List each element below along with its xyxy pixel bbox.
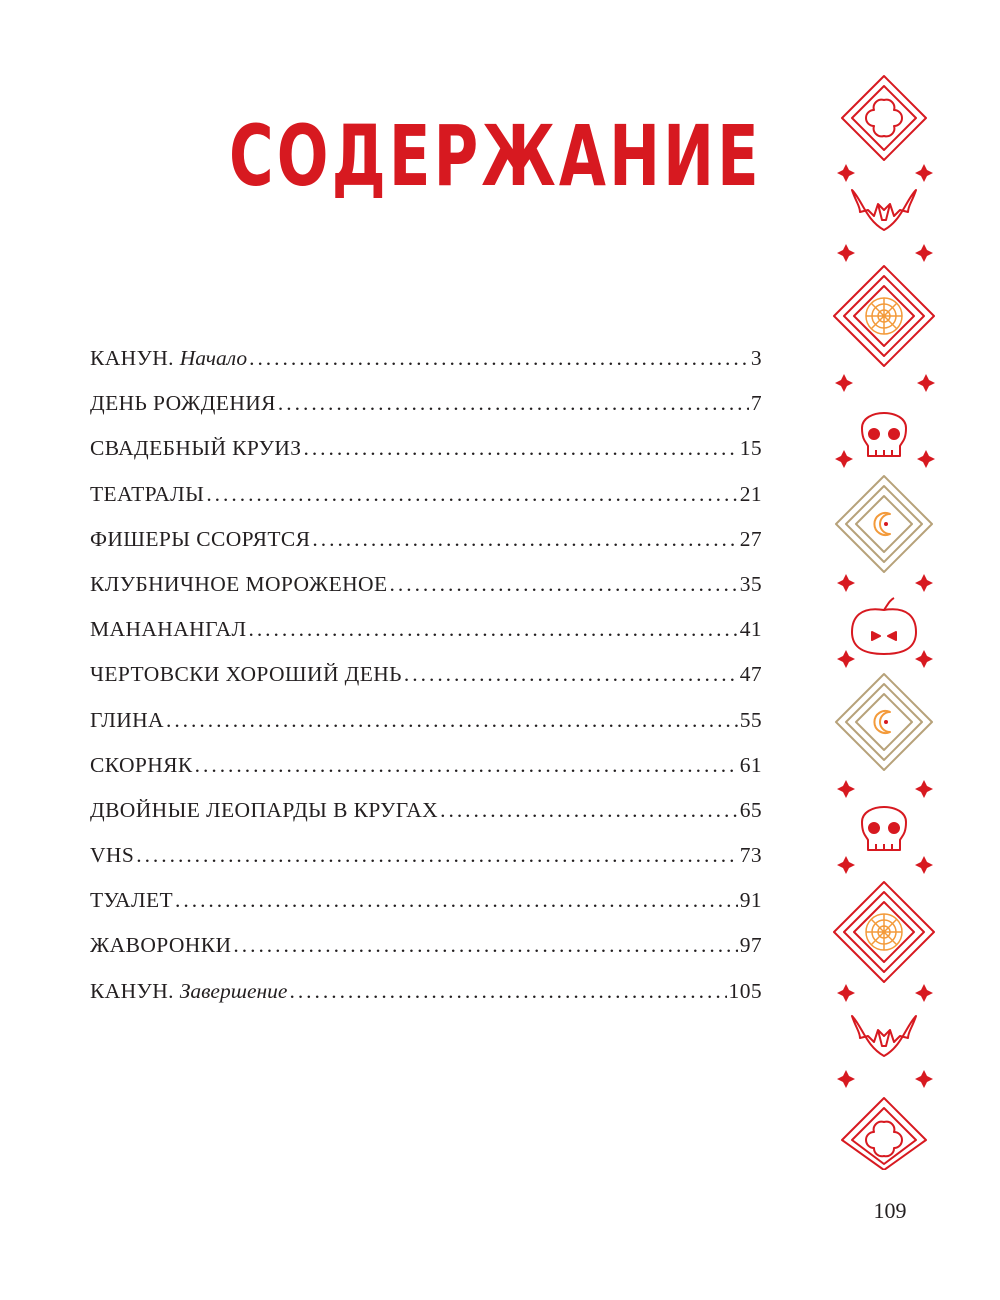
toc-dot-leader: [249, 336, 749, 381]
toc-entry-title: СКОРНЯК: [90, 752, 193, 777]
toc-page-number: 7: [750, 391, 762, 416]
toc-entry[interactable]: [90, 833, 762, 878]
sparkle-icon: [837, 164, 933, 262]
toc-entry-title: ЖАВОРОНКИ: [90, 933, 232, 958]
toc-entry-title: ФИШЕРЫ ССОРЯТСЯ: [90, 526, 311, 551]
toc-entry-title: ЧЕРТОВСКИ ХОРОШИЙ ДЕНЬ: [90, 662, 402, 687]
toc-dot-leader: [390, 562, 738, 607]
toc-dot-leader: [248, 607, 737, 652]
bat-icon: [852, 1016, 916, 1056]
toc-entry[interactable]: [90, 698, 762, 743]
quatrefoil-diamond-icon: [842, 76, 926, 160]
toc-page-number: 15: [739, 436, 762, 461]
toc-page-number: 47: [739, 662, 762, 687]
toc-dot-leader: [312, 517, 737, 562]
toc-entry-title: ДВОЙНЫЕ ЛЕОПАРДЫ В КРУГАХ: [90, 797, 439, 822]
toc-entry-title: КАНУН. Начало: [90, 346, 248, 370]
quatrefoil-diamond-icon: [842, 1098, 926, 1170]
pumpkin-icon: [852, 598, 916, 654]
toc-entry-title: КАНУН. Завершение: [90, 978, 288, 1003]
toc-page-number: 65: [739, 797, 762, 822]
skull-icon: [862, 413, 906, 456]
toc-dot-leader: [440, 788, 738, 833]
toc-entry[interactable]: [90, 923, 762, 968]
toc-entry[interactable]: [90, 517, 762, 562]
toc-page-number: 105: [728, 978, 762, 1003]
toc-entry[interactable]: [90, 336, 762, 381]
toc-dot-leader: [278, 381, 749, 426]
toc-page-number: 91: [739, 888, 762, 913]
spiderweb-diamond-icon: [834, 882, 934, 982]
toc-entry[interactable]: [90, 743, 762, 788]
toc-entry[interactable]: [90, 426, 762, 471]
toc-entry-title: ДЕНЬ РОЖДЕНИЯ: [90, 391, 276, 416]
toc-entry-title: ТУАЛЕТ: [90, 888, 174, 913]
toc-entry[interactable]: [90, 652, 762, 697]
page-number: 109: [873, 1198, 907, 1223]
toc-page-number: 41: [739, 617, 762, 642]
toc-dot-leader: [166, 698, 738, 743]
skull-icon: [862, 807, 906, 850]
crescent-diamond-icon: [836, 674, 932, 770]
toc-entry[interactable]: [90, 381, 762, 426]
toc-page-number: 3: [750, 346, 762, 370]
toc-entry-title: КЛУБНИЧНОЕ МОРОЖЕНОЕ: [90, 571, 388, 596]
toc-entry[interactable]: [90, 472, 762, 517]
toc-dot-leader: [233, 923, 737, 968]
toc-entry[interactable]: [90, 969, 762, 1014]
toc-page-number: 27: [739, 526, 762, 551]
toc-entry-title: VHS: [90, 843, 135, 868]
toc-page-number: 73: [739, 843, 762, 868]
toc-dot-leader: [206, 472, 737, 517]
toc-dot-leader: [289, 969, 726, 1014]
bat-icon: [852, 190, 916, 230]
toc-page-number: 35: [739, 571, 762, 596]
toc-entry-title: СВАДЕБНЫЙ КРУИЗ: [90, 436, 302, 461]
crescent-diamond-icon: [836, 476, 932, 572]
toc-page-number: 55: [739, 707, 762, 732]
table-of-contents: [90, 336, 762, 1014]
toc-entry[interactable]: [90, 562, 762, 607]
toc-dot-leader: [303, 426, 737, 471]
toc-page-number: 61: [739, 752, 762, 777]
toc-dot-leader: [404, 652, 738, 697]
toc-dot-leader: [195, 743, 738, 788]
spiderweb-diamond-icon: [834, 266, 934, 366]
toc-entry[interactable]: [90, 788, 762, 833]
page-title: СОДЕРЖАНИЕ: [229, 108, 762, 206]
toc-dot-leader: [175, 878, 738, 923]
toc-entry-title: ГЛИНА: [90, 707, 164, 732]
toc-page-number: 97: [739, 933, 762, 958]
toc-page-number: 21: [739, 481, 762, 506]
ornament-strip: [828, 70, 940, 1170]
toc-dot-leader: [136, 833, 737, 878]
toc-entry[interactable]: [90, 878, 762, 923]
toc-entry-title: МАНАНАНГАЛ: [90, 617, 247, 642]
toc-entry-title: ТЕАТРАЛЫ: [90, 481, 205, 506]
sparkle-icon: [837, 780, 933, 874]
toc-entry[interactable]: [90, 607, 762, 652]
